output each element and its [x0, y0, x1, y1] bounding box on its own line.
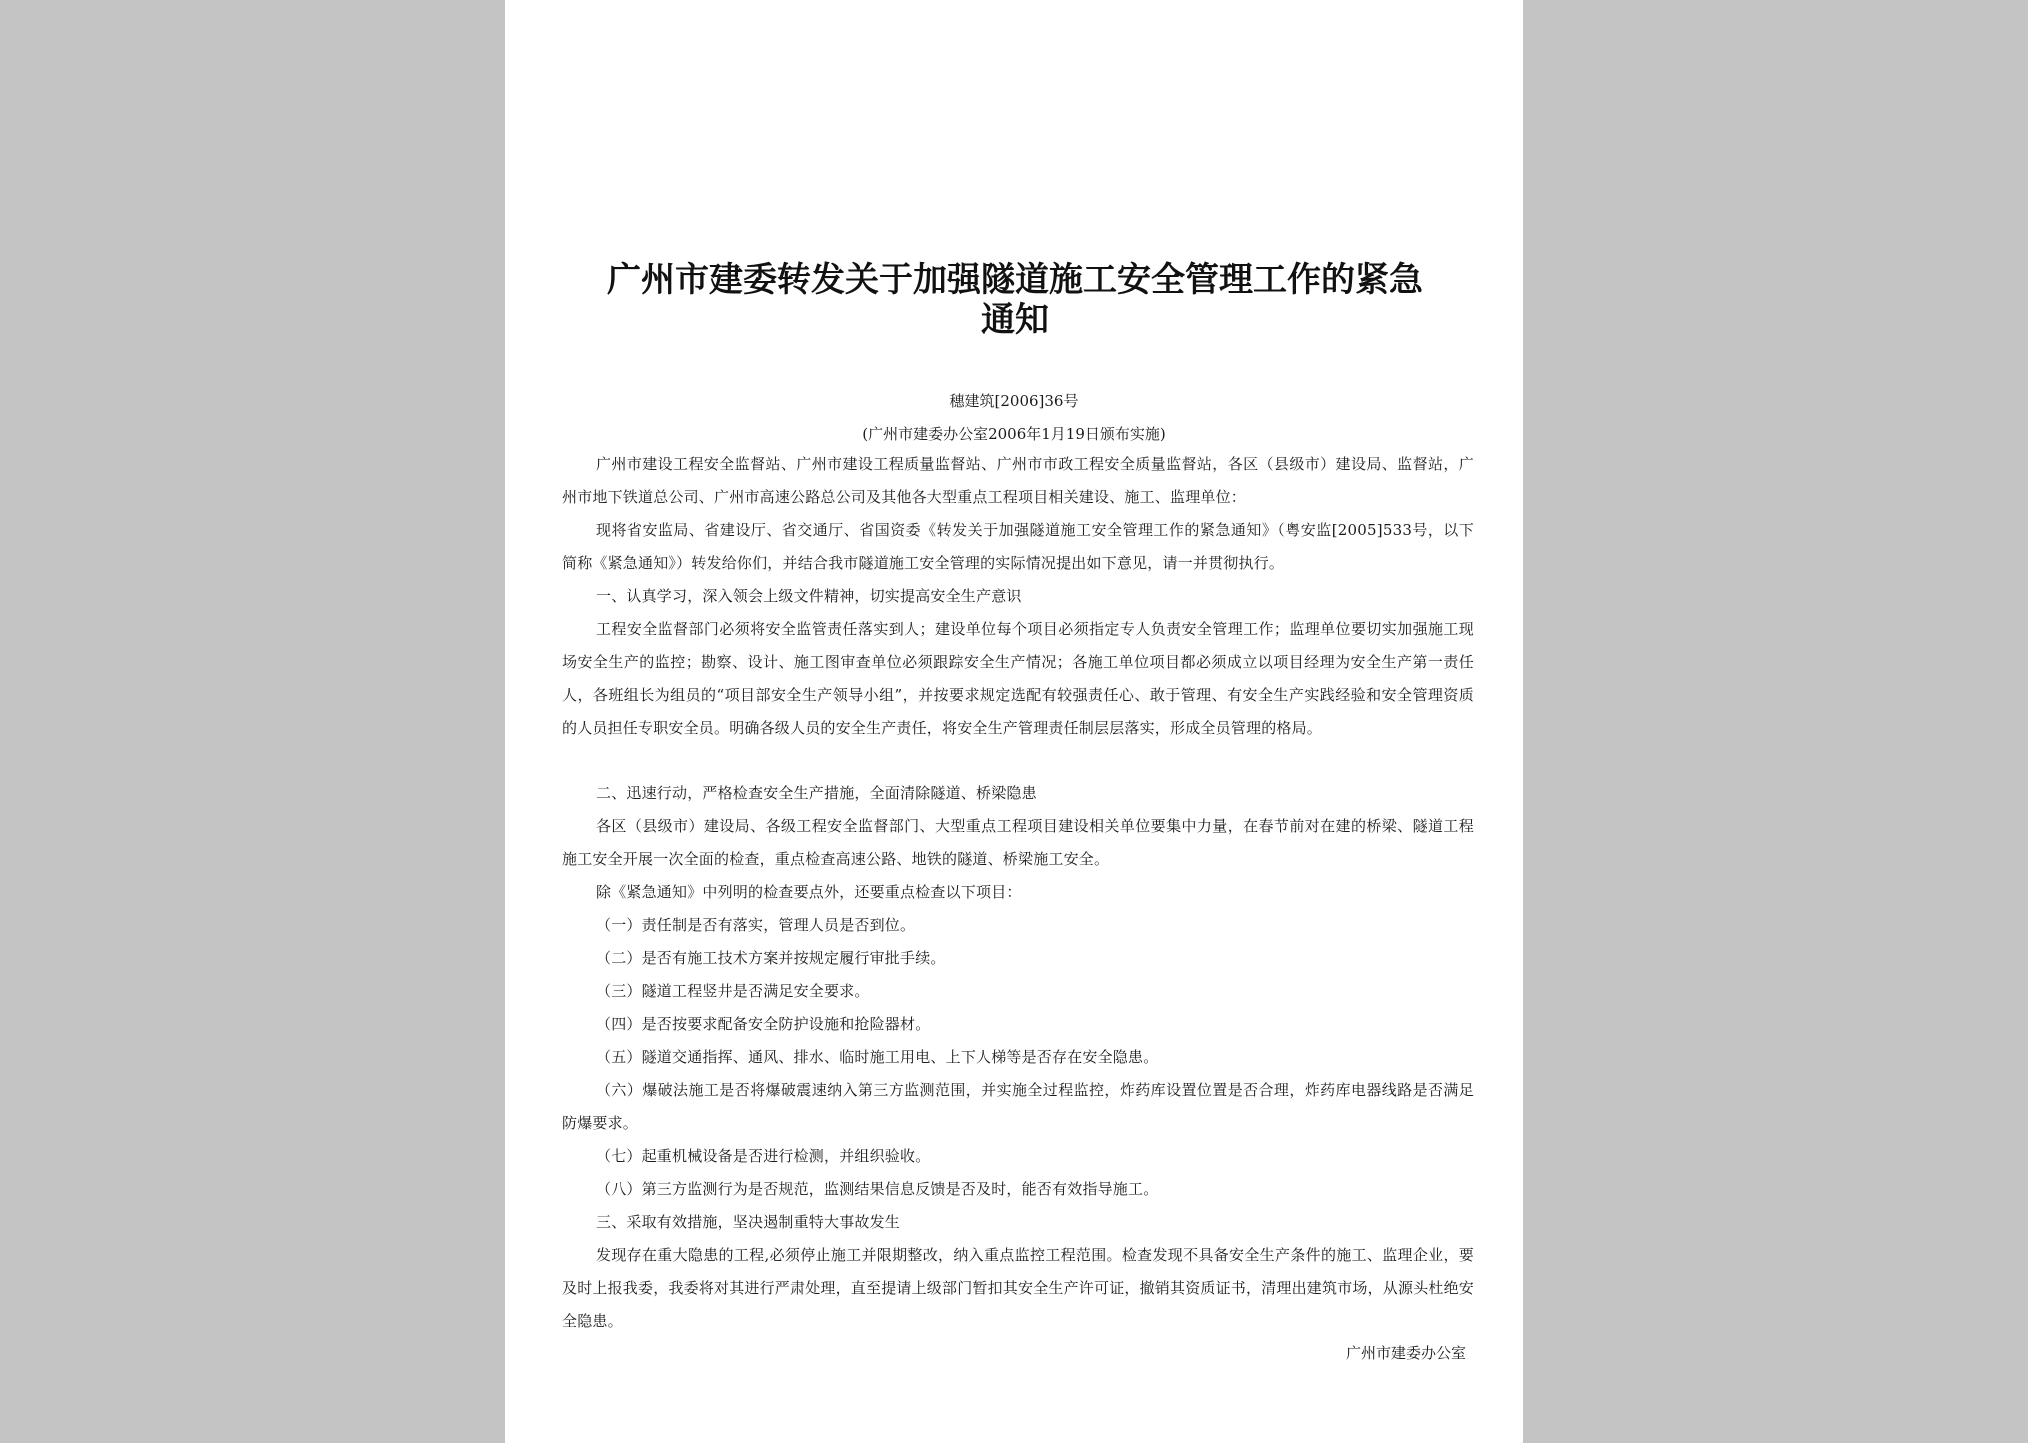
check-item-1: （一）责任制是否有落实，管理人员是否到位。: [596, 916, 916, 934]
paragraph-check-intro: 除《紧急通知》中列明的检查要点外，还要重点检查以下项目：: [596, 883, 1022, 901]
paragraph-addressees: 广州市建设工程安全监督站、广州市建设工程质量监督站、广州市市政工程安全质量监督站，各区（县级市）建设局、监督站，广州市地下铁道总公司、广州市高速公路总公司及其他各大型重点工程项目相关建设、施工、监理单位：: [562, 455, 1474, 506]
check-item-3: （三）隧道工程竖井是否满足安全要求。: [596, 982, 870, 1000]
check-item-4: （四）是否按要求配备安全防护设施和抢险器材。: [596, 1015, 931, 1033]
check-item-5: （五）隧道交通指挥、通风、排水、临时施工用电、上下人梯等是否存在安全隐患。: [596, 1048, 1159, 1066]
issued-line: (广州市建委办公室2006年1月19日颁布实施): [862, 425, 1166, 443]
paragraph-section-1: 工程安全监督部门必须将安全监管责任落实到人；建设单位每个项目必须指定专人负责安全管理工作；监理单位要切实加强施工现场安全生产的监控；勘察、设计、施工图审查单位必须跟踪安全生产情况；各施工单位项目都必须成立以项目经理为安全生产第一责任人，各班组长为组员的“项目部安全生产领导小组”，并按要求规定选配有较强责任心、敢于管理、有安全生产实践经验和安全管理资质的人员担任专职安全员。明确各级人员的安全生产责任，将安全生产管理责任制层层落实，形成全员管理的格局。: [562, 620, 1474, 737]
check-item-6: （六）爆破法施工是否将爆破震速纳入第三方监测范围，并实施全过程监控，炸药库设置位置是否合理，炸药库电器线路是否满足防爆要求。: [562, 1081, 1474, 1132]
heading-section-2: 二、迅速行动，严格检查安全生产措施，全面清除隧道、桥梁隐患: [596, 784, 1037, 802]
paragraph-section-3: 发现存在重大隐患的工程,必须停止施工并限期整改，纳入重点监控工程范围。检查发现不具备安全生产条件的施工、监理企业，要及时上报我委，我委将对其进行严肃处理，直至提请上级部门暂扣其安全生产许可证，撤销其资质证书，清理出建筑市场，从源头杜绝安全隐患。: [562, 1246, 1475, 1330]
heading-section-1: 一、认真学习，深入领会上级文件精神，切实提高安全生产意识: [596, 587, 1022, 605]
document-title: 广州市建委转发关于加强隧道施工安全管理工作的紧急通知: [607, 260, 1423, 340]
paragraph-section-2: 各区（县级市）建设局、各级工程安全监督部门、大型重点工程项目建设相关单位要集中力量，在春节前对在建的桥梁、隧道工程施工安全开展一次全面的检查，重点检查高速公路、地铁的隧道、桥梁施工安全。: [562, 817, 1474, 868]
check-item-2: （二）是否有施工技术方案并按规定履行审批手续。: [596, 949, 946, 967]
check-item-7: （七）起重机械设备是否进行检测，并组织验收。: [596, 1147, 931, 1165]
paragraph-intro: 现将省安监局、省建设厅、省交通厅、省国资委《转发关于加强隧道施工安全管理工作的紧急通知》（粤安监[2005]533号，以下简称《紧急通知》）转发给你们，并结合我市隧道施工安全管理的实际情况提出如下意见，请一并贯彻执行。: [562, 521, 1474, 572]
document-page: [505, 0, 1523, 1443]
heading-section-3: 三、采取有效措施，坚决遏制重特大事故发生: [596, 1213, 901, 1231]
document-number: 穗建筑[2006]36号: [949, 392, 1079, 410]
check-item-8: （八）第三方监测行为是否规范，监测结果信息反馈是否及时，能否有效指导施工。: [596, 1180, 1159, 1198]
signoff: 广州市建委办公室: [1345, 1344, 1466, 1362]
